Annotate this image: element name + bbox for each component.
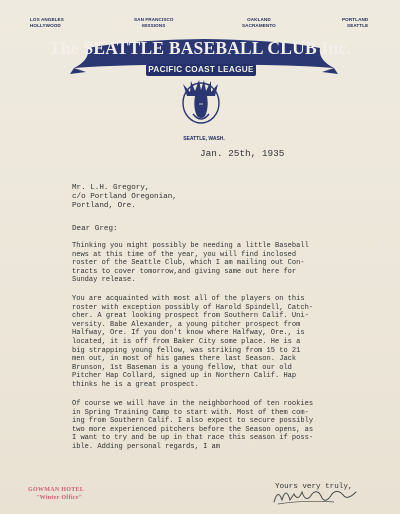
letter-date: Jan. 25th, 1935 [200,148,285,159]
league-badge: PACIFIC COAST LEAGUE [146,64,256,76]
text-line: Of course we will have in the neighborhood of ten rookies [72,400,314,408]
text-line: I want to try and be up in that race this season if poss- [72,434,314,443]
city-label-portland: PORTLAND SEATTLE [342,17,369,28]
text-line: two more experienced pitchers before the Season opens, as [72,425,314,434]
club-title: The SEATTLE BASEBALL CLUB Inc. [49,38,351,58]
paragraph-2 [72,295,372,390]
text-line: big strapping young fellow, was striking from 15 to 21 [72,346,301,355]
text-line: Thinking you might possibly be needing a little Baseball [72,242,309,250]
city-label-los-angeles: LOS ANGELES HOLLYWOOD [30,17,64,28]
paragraph-1 [72,242,372,285]
handwritten-signature [264,482,360,508]
text-line: You are acquainted with most all of the players on this [72,295,305,303]
text-line: Sunday release. [72,276,136,285]
closing: Yours very truly, [275,483,353,491]
text-line: tracts to cover tomorrow,and giving same out here for [72,267,297,276]
text-line: thinks he is a great prospect. [72,380,199,389]
text-line: roster of the Seattle Club, which I am mailing out Con- [72,259,305,268]
text-line: Halfway, Ore. If you don't know where Halfway, Ore., is [72,329,305,338]
club-location: SEATTLE, WASH. [183,136,225,142]
address-line: Portland, Ore. [72,202,136,210]
city-label-san-francisco: SAN FRANCISCO MISSIONS [134,17,174,28]
text-line: news at this time of the year, you will find inclosed [72,250,297,259]
stamp-line: GOWMAN HOTEL [28,487,85,493]
hotel-stamp [28,486,84,502]
recipient-address [72,184,177,211]
text-line: versity. Babe Alexander, a young pitcher prospect from [72,320,301,329]
address-line: c/o Portland Oregonian, [72,193,177,201]
text-line: located, it is off from Baker City some place. He is a [72,337,301,346]
paragraph-3 [72,400,372,452]
text-line: ible. Adding personal regards, I am [72,442,221,451]
text-line: cher. A great looking prospect from Southern Calif. Uni- [72,312,309,321]
stamp-line: "Winter Office" [36,495,83,501]
city-label-oakland: OAKLAND SACRAMENTO [242,17,276,28]
text-line: Pitcher Hap Collard, signed up in Northern Calif. Hap [72,372,297,381]
text-line: in Spring Training Camp to start with. Most of them com- [72,408,309,417]
text-line: roster with exception possibly of Harold Spindell, Catch- [72,303,314,312]
text-line: Brunson, 1st Baseman is a young fellow, that our old [72,363,292,372]
indian-head-emblem-icon [173,78,229,128]
text-line: men out, in most of his games there last Season. Jack [72,355,297,364]
salutation: Dear Greg: [72,225,118,233]
text-line: ing from Southern Calif. I also expect to secure possibly [72,417,314,426]
address-line: Mr. L.H. Gregory, [72,184,150,192]
